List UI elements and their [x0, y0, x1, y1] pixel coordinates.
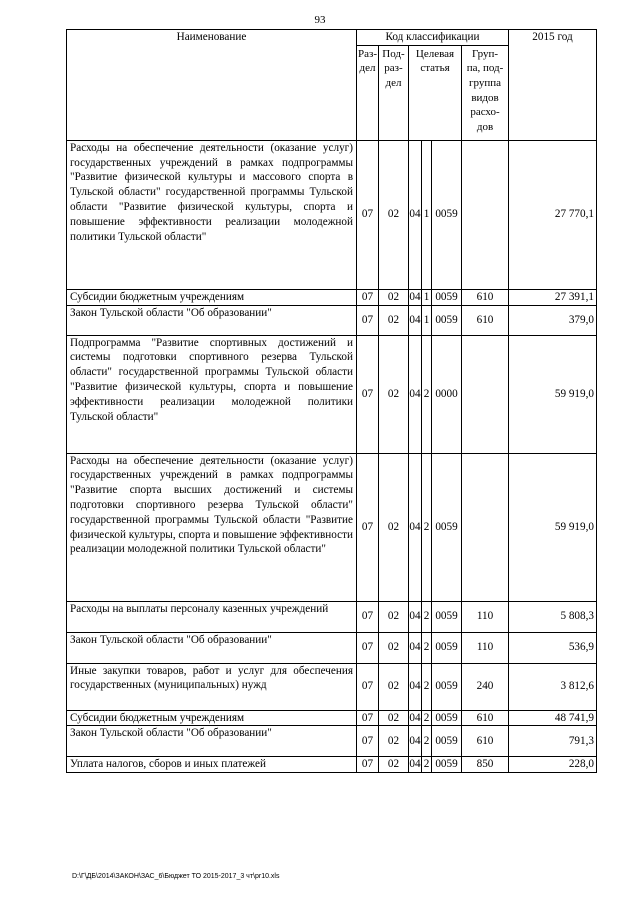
- row-target-part3: 0000: [432, 335, 462, 453]
- row-section: 07: [357, 335, 379, 453]
- row-name: Закон Тульской области "Об образовании": [67, 726, 357, 757]
- row-amount: 59 919,0: [509, 453, 597, 601]
- row-amount: 59 919,0: [509, 335, 597, 453]
- row-target-part3: 0059: [432, 710, 462, 726]
- table-row: [67, 601, 597, 632]
- row-subsection: 02: [379, 289, 409, 305]
- header-classification-code: Код классификации: [357, 30, 509, 46]
- row-name: Расходы на выплаты персоналу казенных учреждений: [67, 601, 357, 632]
- row-amount: 536,9: [509, 632, 597, 663]
- row-subsection: 02: [379, 140, 409, 289]
- row-target-part3: 0059: [432, 757, 462, 773]
- row-target-part3: 0059: [432, 601, 462, 632]
- row-target-part2: 2: [422, 601, 432, 632]
- row-subsection: 02: [379, 632, 409, 663]
- footer-file-path: D:\Г\ДБ\2014\ЗАКОН\ЗАС_6\Бюджет ТО 2015-2017_3 чт\pr10.xls: [72, 873, 280, 880]
- row-target-part1: 04: [409, 632, 422, 663]
- row-target-part2: 1: [422, 140, 432, 289]
- row-name: Подпрограмма "Развитие спортивных достижений и системы подготовки спортивного резерва Тульской области" государственной программы Тульской области "Развитие физической культуры, спорта и повышение эффективности реализации молодежной политики Тульской области": [67, 335, 357, 453]
- row-subsection: 02: [379, 305, 409, 335]
- row-target-part1: 04: [409, 663, 422, 710]
- row-expense-group: 110: [462, 632, 509, 663]
- row-name: Расходы на обеспечение деятельности (оказание услуг) государственных учреждений в рамках подпрограммы "Развитие физической культуры и массового спорта в Тульской области" государственной программы Тульской области "Развитие физической культуры, спорта и повышение эффективности реализации молодежной политики Тульской области": [67, 140, 357, 289]
- row-target-part3: 0059: [432, 140, 462, 289]
- row-name: Расходы на обеспечение деятельности (оказание услуг) государственных учреждений в рамках подпрограммы "Развитие спорта высших достижений и системы подготовки спортивного резерва Тульской области" государственной программы Тульской области "Развитие физической культуры, спорта и повышение эффективности реализации молодежной политики Тульской области": [67, 453, 357, 601]
- table-row: [67, 289, 597, 305]
- row-target-part3: 0059: [432, 663, 462, 710]
- row-section: 07: [357, 140, 379, 289]
- row-target-part2: 2: [422, 757, 432, 773]
- row-expense-group: 610: [462, 305, 509, 335]
- row-subsection: 02: [379, 726, 409, 757]
- row-section: 07: [357, 601, 379, 632]
- row-target-part3: 0059: [432, 632, 462, 663]
- row-section: 07: [357, 305, 379, 335]
- table-row: [67, 140, 597, 289]
- budget-table: [66, 29, 597, 773]
- row-target-part2: 2: [422, 453, 432, 601]
- row-expense-group: [462, 335, 509, 453]
- row-name: Закон Тульской области "Об образовании": [67, 305, 357, 335]
- row-target-part1: 04: [409, 453, 422, 601]
- row-amount: 791,3: [509, 726, 597, 757]
- row-target-part1: 04: [409, 305, 422, 335]
- row-target-part3: 0059: [432, 289, 462, 305]
- row-name: Уплата налогов, сборов и иных платежей: [67, 757, 357, 773]
- row-amount: 379,0: [509, 305, 597, 335]
- row-target-part1: 04: [409, 726, 422, 757]
- row-amount: 27 391,1: [509, 289, 597, 305]
- table-row: [67, 305, 597, 335]
- row-section: 07: [357, 757, 379, 773]
- row-target-part1: 04: [409, 289, 422, 305]
- row-expense-group: 610: [462, 289, 509, 305]
- row-amount: 228,0: [509, 757, 597, 773]
- table-row: [67, 335, 597, 453]
- row-subsection: 02: [379, 453, 409, 601]
- header-name: Наименование: [67, 30, 357, 141]
- row-section: 07: [357, 453, 379, 601]
- row-target-part2: 2: [422, 726, 432, 757]
- row-name: Иные закупки товаров, работ и услуг для обеспечения государственных (муниципальных) нужд: [67, 663, 357, 710]
- row-expense-group: [462, 140, 509, 289]
- row-expense-group: 610: [462, 726, 509, 757]
- row-subsection: 02: [379, 757, 409, 773]
- row-target-part3: 0059: [432, 453, 462, 601]
- row-target-part1: 04: [409, 335, 422, 453]
- row-expense-group: [462, 453, 509, 601]
- row-amount: 3 812,6: [509, 663, 597, 710]
- header-subsection: Под- раз- дел: [379, 45, 409, 140]
- row-target-part3: 0059: [432, 726, 462, 757]
- table-row: [67, 757, 597, 773]
- row-amount: 48 741,9: [509, 710, 597, 726]
- row-target-part1: 04: [409, 140, 422, 289]
- table-row: [67, 710, 597, 726]
- row-target-part1: 04: [409, 757, 422, 773]
- row-section: 07: [357, 710, 379, 726]
- row-subsection: 02: [379, 335, 409, 453]
- table-row: [67, 453, 597, 601]
- row-name: Субсидии бюджетным учреждениям: [67, 289, 357, 305]
- table-row: [67, 726, 597, 757]
- row-section: 07: [357, 632, 379, 663]
- row-section: 07: [357, 663, 379, 710]
- row-subsection: 02: [379, 601, 409, 632]
- row-expense-group: 240: [462, 663, 509, 710]
- row-section: 07: [357, 289, 379, 305]
- header-section: Раз- дел: [357, 45, 379, 140]
- row-subsection: 02: [379, 663, 409, 710]
- page-number: 93: [314, 14, 326, 26]
- row-name: Закон Тульской области "Об образовании": [67, 632, 357, 663]
- row-target-part1: 04: [409, 601, 422, 632]
- row-expense-group: 850: [462, 757, 509, 773]
- row-amount: 27 770,1: [509, 140, 597, 289]
- row-section: 07: [357, 726, 379, 757]
- row-target-part2: 1: [422, 289, 432, 305]
- row-target-part2: 2: [422, 632, 432, 663]
- row-expense-group: 610: [462, 710, 509, 726]
- row-expense-group: 110: [462, 601, 509, 632]
- row-target-part2: 2: [422, 663, 432, 710]
- row-name: Субсидии бюджетным учреждениям: [67, 710, 357, 726]
- header-target-article: Целевая статья: [409, 45, 462, 140]
- header-year: 2015 год: [509, 30, 597, 141]
- row-target-part2: 2: [422, 335, 432, 453]
- table-row: [67, 632, 597, 663]
- row-target-part3: 0059: [432, 305, 462, 335]
- row-target-part1: 04: [409, 710, 422, 726]
- table-row: [67, 663, 597, 710]
- row-subsection: 02: [379, 710, 409, 726]
- row-amount: 5 808,3: [509, 601, 597, 632]
- row-target-part2: 1: [422, 305, 432, 335]
- row-target-part2: 2: [422, 710, 432, 726]
- header-expense-group: Груп- па, под- группа видов расхо- дов: [462, 45, 509, 140]
